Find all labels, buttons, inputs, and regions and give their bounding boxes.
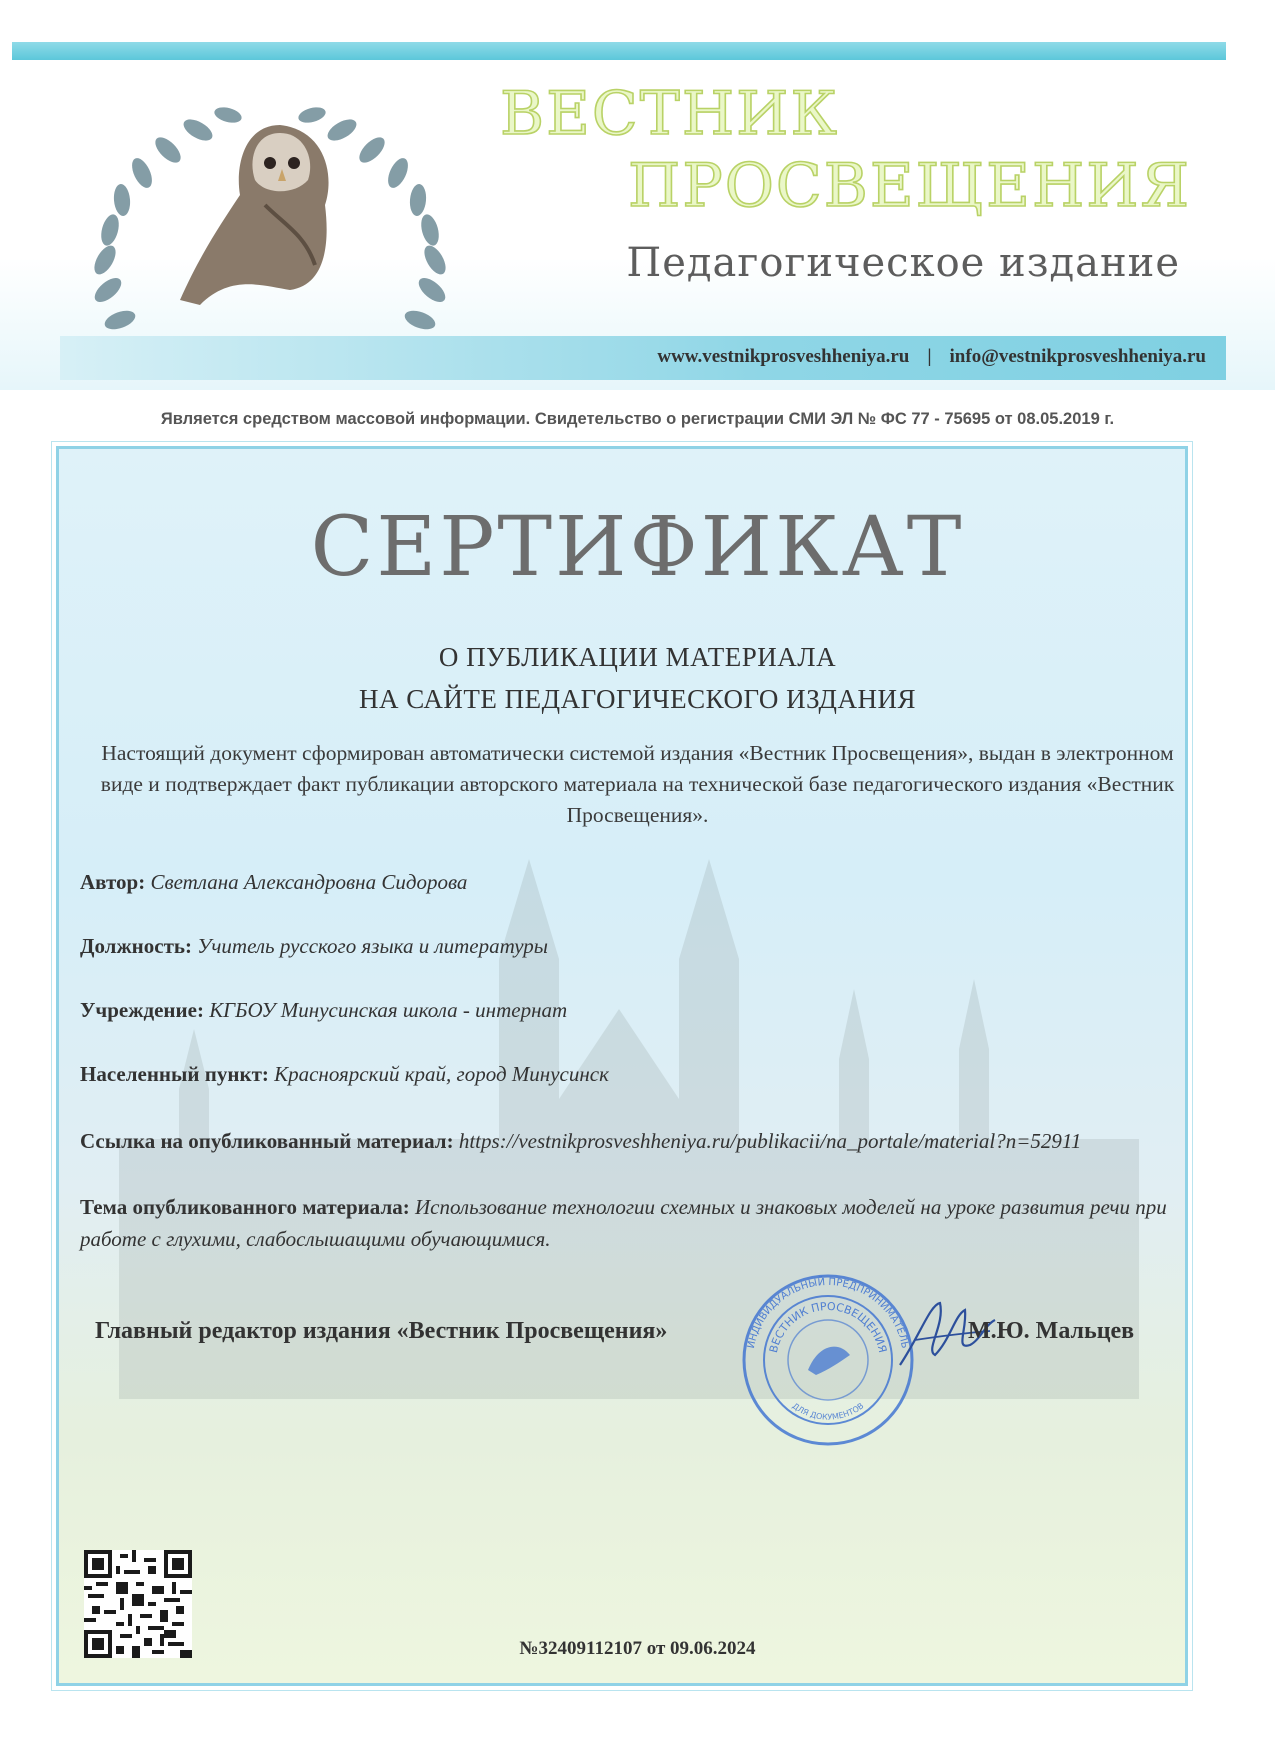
field-locality — [80, 1058, 1180, 1090]
field-author — [80, 866, 1180, 898]
link-label: Ссылка на опубликованный материал: — [80, 1129, 454, 1153]
institution-value: КГБОУ Минусинская школа - интернат — [209, 998, 568, 1022]
field-link — [80, 1125, 1180, 1157]
editor-label: Главный редактор издания «Вестник Просвещения» — [95, 1318, 668, 1344]
certificate-number: №32409112107 от 09.06.2024 — [519, 1638, 756, 1659]
contact-separator: | — [927, 346, 932, 367]
position-value: Учитель русского языка и литературы — [197, 934, 549, 958]
field-topic — [80, 1191, 1180, 1255]
certificate-description: Настоящий документ сформирован автоматически системой издания «Вестник Просвещения», выдан в электронном виде и подтверждает факт публикации авторского материала на технической базе педагогического издания «Вестник Просвещения». — [100, 741, 1175, 827]
certificate-subtitle-line1: О ПУБЛИКАЦИИ МАТЕРИАЛА — [438, 642, 837, 672]
top-accent-band — [12, 42, 1226, 60]
svg-text:ДЛЯ ДОКУМЕНТОВ: ДЛЯ ДОКУМЕНТОВ — [790, 1401, 866, 1422]
field-position — [80, 930, 1180, 962]
brand-title-line1: ВЕСТНИК — [500, 79, 839, 149]
topic-value: Использование технологии схемных и знаковых моделей на уроке развития речи при работе с глухими, слабослышащими обучающимися. — [80, 1195, 1167, 1251]
position-label: Должность: — [80, 934, 193, 958]
contact-line — [657, 346, 1206, 368]
brand-subtitle: Педагогическое издание — [626, 240, 1180, 286]
author-value: Светлана Александровна Сидорова — [150, 870, 468, 894]
website-link[interactable]: www.vestnikprosveshheniya.ru — [657, 346, 910, 367]
brand-title — [500, 78, 1190, 222]
svg-text:ИНДИВИДУАЛЬНЫЙ ПРЕДПРИНИМАТЕЛЬ: ИНДИВИДУАЛЬНЫЙ ПРЕДПРИНИМАТЕЛЬ — [745, 1276, 911, 1350]
institution-label: Учреждение: — [80, 998, 204, 1022]
locality-label: Населенный пункт: — [80, 1062, 269, 1086]
author-label: Автор: — [80, 870, 146, 894]
field-institution — [80, 994, 1180, 1026]
material-link[interactable]: https://vestnikprosveshheniya.ru/publikacii/na_portale/material?n=52911 — [458, 1129, 1082, 1153]
certificate-subtitle — [0, 636, 1275, 720]
locality-value: Красноярский край, город Минусинск — [274, 1062, 609, 1086]
certificate-title: СЕРТИФИКАТ — [310, 500, 965, 595]
editor-name: М.Ю. Мальцев — [968, 1318, 1135, 1344]
email-link[interactable]: info@vestnikprosveshheniya.ru — [949, 346, 1206, 367]
registration-statement: Является средством массовой информации. Свидетельство о регистрации СМИ ЭЛ № ФС 77 - 75695 от 08.05.2019 г. — [160, 410, 1115, 428]
topic-label: Тема опубликованного материала: — [80, 1195, 410, 1219]
svg-text:ВЕСТНИК ПРОСВЕЩЕНИЯ: ВЕСТНИК ПРОСВЕЩЕНИЯ — [766, 1299, 890, 1355]
contact-band — [60, 336, 1226, 380]
brand-title-line2: ПРОСВЕЩЕНИЯ — [628, 151, 1192, 221]
certificate-subtitle-line2: НА САЙТЕ ПЕДАГОГИЧЕСКОГО ИЗДАНИЯ — [359, 684, 916, 714]
